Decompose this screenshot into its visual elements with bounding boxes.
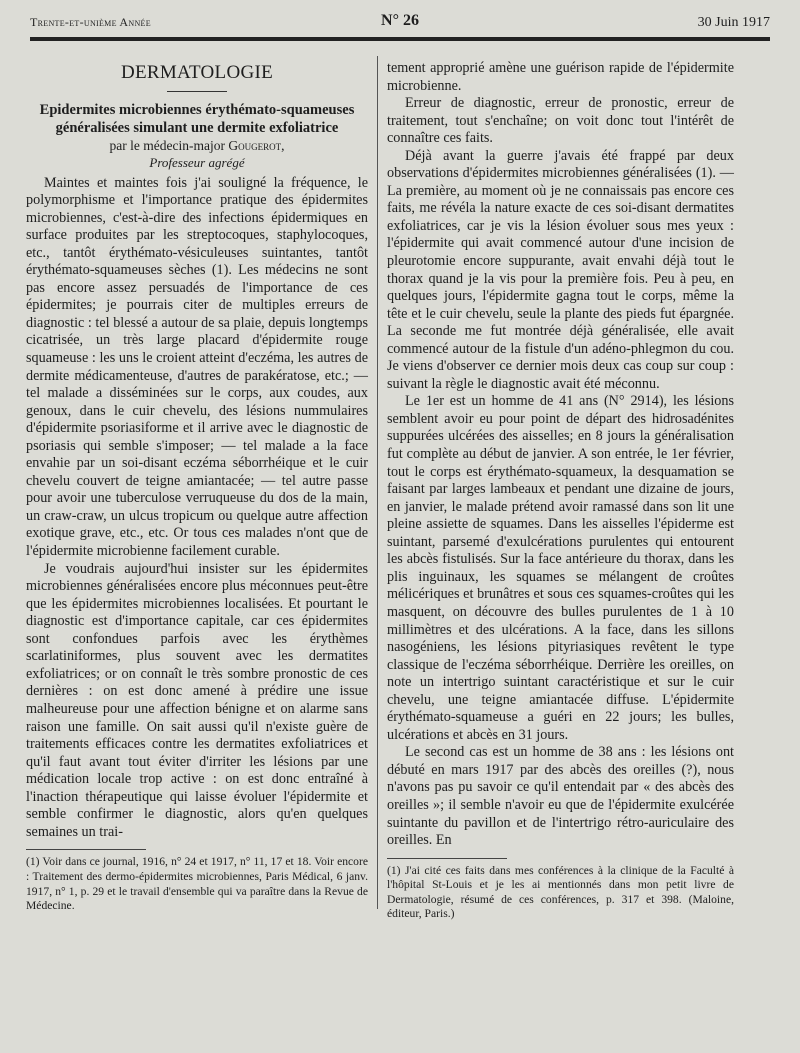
paragraph: Je voudrais aujourd'hui insister sur les épidermites microbiennes généralisées encore plus méconnues peut-être que les épidermites microbiennes localisées. Et pourtant le diagnostic est d'importance capitale, car ces épidermites sont confondues parfois avec les érythèmes scarlatiniformes, plus souvent avec les dermatites exfoliatrices; or on connaît le très sombre pronostic de ces dernières : on est donc amené à prédire une issue malheureuse pour une affection bénigne et on alarme sans raison une famille. On sait aussi qu'il n'existe guère de traitements efficaces contre les dermatites exfoliatrices et qu'il faut avant tout éviter d'irriter les lésions par une médication locale trop active : on est donc entraîné à l'inaction thérapeutique qui laisse évoluer l'épidermite et semble confirmer le diagnostic, alors qu'en quelques semaines un trai- (26, 560, 368, 840)
footnote-rule (387, 858, 507, 859)
header-year: Trente-et-unième Année (30, 15, 151, 29)
paragraph: Le second cas est un homme de 38 ans : les lésions ont débuté en mars 1917 par des abcès des oreilles (?), nous n'avons pas pu savoir ce qu'il entendait par « des abcès des oreilles »; il semble n'avoir eu que de l'épidermite exulcérée suintante du pavillon et de l'intertrigo rétro-auriculaire des oreilles. En (387, 744, 734, 849)
byline-prefix: par le médecin-major (109, 137, 225, 153)
footnote: (1) Voir dans ce journal, 1916, n° 24 et 1917, n° 11, 17 et 18. Voir encore : Traitement des dermo-épidermites microbiennes, Paris Médical, 6 janv. 1917, n° 1, p. 29 et le travail d'ensemble qui va paraître dans la Revue de Médecine. (26, 855, 368, 913)
byline (26, 137, 368, 154)
author-affiliation: Professeur agrégé (149, 154, 245, 170)
title-rule (167, 91, 227, 92)
footnote: (1) J'ai cité ces faits dans mes conférences à la clinique de la Faculté à l'hôpital St-Louis et je les ai mentionnés dans mon petit livre de Dermatologie, résumé de ces conférences, p. 317 et 398. (Maloine, éditeur, Paris.) (387, 863, 734, 921)
footnote-rule (26, 849, 146, 850)
page-header (30, 12, 770, 32)
section-title: DERMATOLOGIE (120, 62, 274, 83)
right-column (387, 60, 734, 922)
paragraph: Le 1er est un homme de 41 ans (N° 2914), les lésions semblent avoir eu pour point de départ des hidrosadénites suppurées ulcérées des aisselles; en 8 jours la généralisation fut complète au début de janvier. A son entrée, le 1er février, tout le corps est érythémato-squameux, la desquamation se faisant par larges lambeaux et pendant une dizaine de jours, en janvier, le malade prétend avoir ramassé dans son lit une pleine assiette de squames. Dans les aisselles l'épiderme est suintant, parsemé d'exulcérations purulentes qui entourent les abcès fistulisés. Sur la face antérieure du thorax, dans les plis inguinaux, les squames se mélangent de croûtes mélicériques et brunâtres et sous ces squames-croûtes qui les masquent, on découvre des bulles purulentes de 1 à 10 millimètres et des ulcérations. A la face, dans les sillons nasogéniens, les lésions pityriasiques revêtent le type classique de l'eczéma séborrhéique. Derrière les oreilles, on note un intertrigo suintant caractéristique et sur le cuir chevelu, une teigne amiantacée diffuse. L'épidermite érythémato-squameuse a guéri en 22 jours; les bulles, ulcérations et abcès en 31 jours. (387, 393, 734, 743)
paragraph: Erreur de diagnostic, erreur de pronostic, erreur de traitement, tout s'enchaîne; on voit donc tout l'intérêt de connaître ces faits. (387, 95, 734, 147)
issue-number: N° 26 (381, 12, 419, 29)
paragraph: Déjà avant la guerre j'avais été frappé par deux observations d'épidermites microbiennes généralisées (1). — La première, au moment où je ne connaissais pas encore ces faits, me révéla la nature exacte de ces soi-disant dermatites exfoliatrices, car je vis la lésion évoluer sous mes yeux : l'épidermite qui avait commencé autour d'une incision de pleurotomie encore suppurante, avait envahi déjà tout le thorax quand je la vis pour la première fois. Peu à peu, en quelques jours, l'épidermite gagna tout le corps, même la tête et le cuir chevelu, seule la plante des pieds fut épargnée. La seconde me fut montrée déjà généralisée, elle avait commencé autour de la fistule d'un adéno-phlegmon du cou. Je viens d'observer ce dernier mois deux cas coup sur coup : suivant la règle le diagnostic avait été méconnu. (387, 147, 734, 392)
issue-date: 30 Juin 1917 (697, 15, 770, 30)
left-column (26, 50, 368, 914)
column-divider (377, 56, 378, 909)
header-rule (30, 37, 770, 41)
paragraph: Maintes et maintes fois j'ai souligné la fréquence, le polymorphisme et l'importance pratique des épidermites microbiennes, c'est-à-dire des infections épidermiques en surface produites par les streptocoques, staphylocoques, etc., tantôt érythémato-vésiculeuses suintantes, tantôt érythémato-squameuses sèches (1). Les médecins ne sont pas encore assez persuadés de l'importance de ces épidermites; je pourrais citer de multiples erreurs de diagnostic : tel blessé a autour de sa plaie, depuis longtemps cicatrisée, un très large placard d'épidermite rouge squameuse : les uns le croient atteint d'eczéma, les autres de dermite médicamenteuse, d'autres de parakératose, etc.; — tel malade a disséminées sur le corps, aux coudes, aux genoux, dans le cuir chevelu, des lésions nummulaires d'épidermite psoriasiforme et il arrive avec le diagnostic de psoriasis qui semble s'imposer; — tel malade a la face envahie par un soi-disant eczéma séborrhéique et le cuir chevelu couvert de teigne amiantacée; — tel autre passe pour avoir une tuberculose verruqueuse du dos de la main, un craw-craw, un ulcus tropicum ou quelque autre affection exotique grave, etc., etc. Or tous ces malades n'ont que de l'épidermite microbienne facilement curable. (26, 174, 368, 560)
paragraph: tement approprié amène une guérison rapide de l'épidermite microbienne. (387, 60, 734, 94)
author-name: Gougerot, (228, 137, 285, 153)
article-title: Epidermites microbiennes érythémato-squameuses généralisées simulant une dermite exfoliatrice (39, 101, 355, 136)
